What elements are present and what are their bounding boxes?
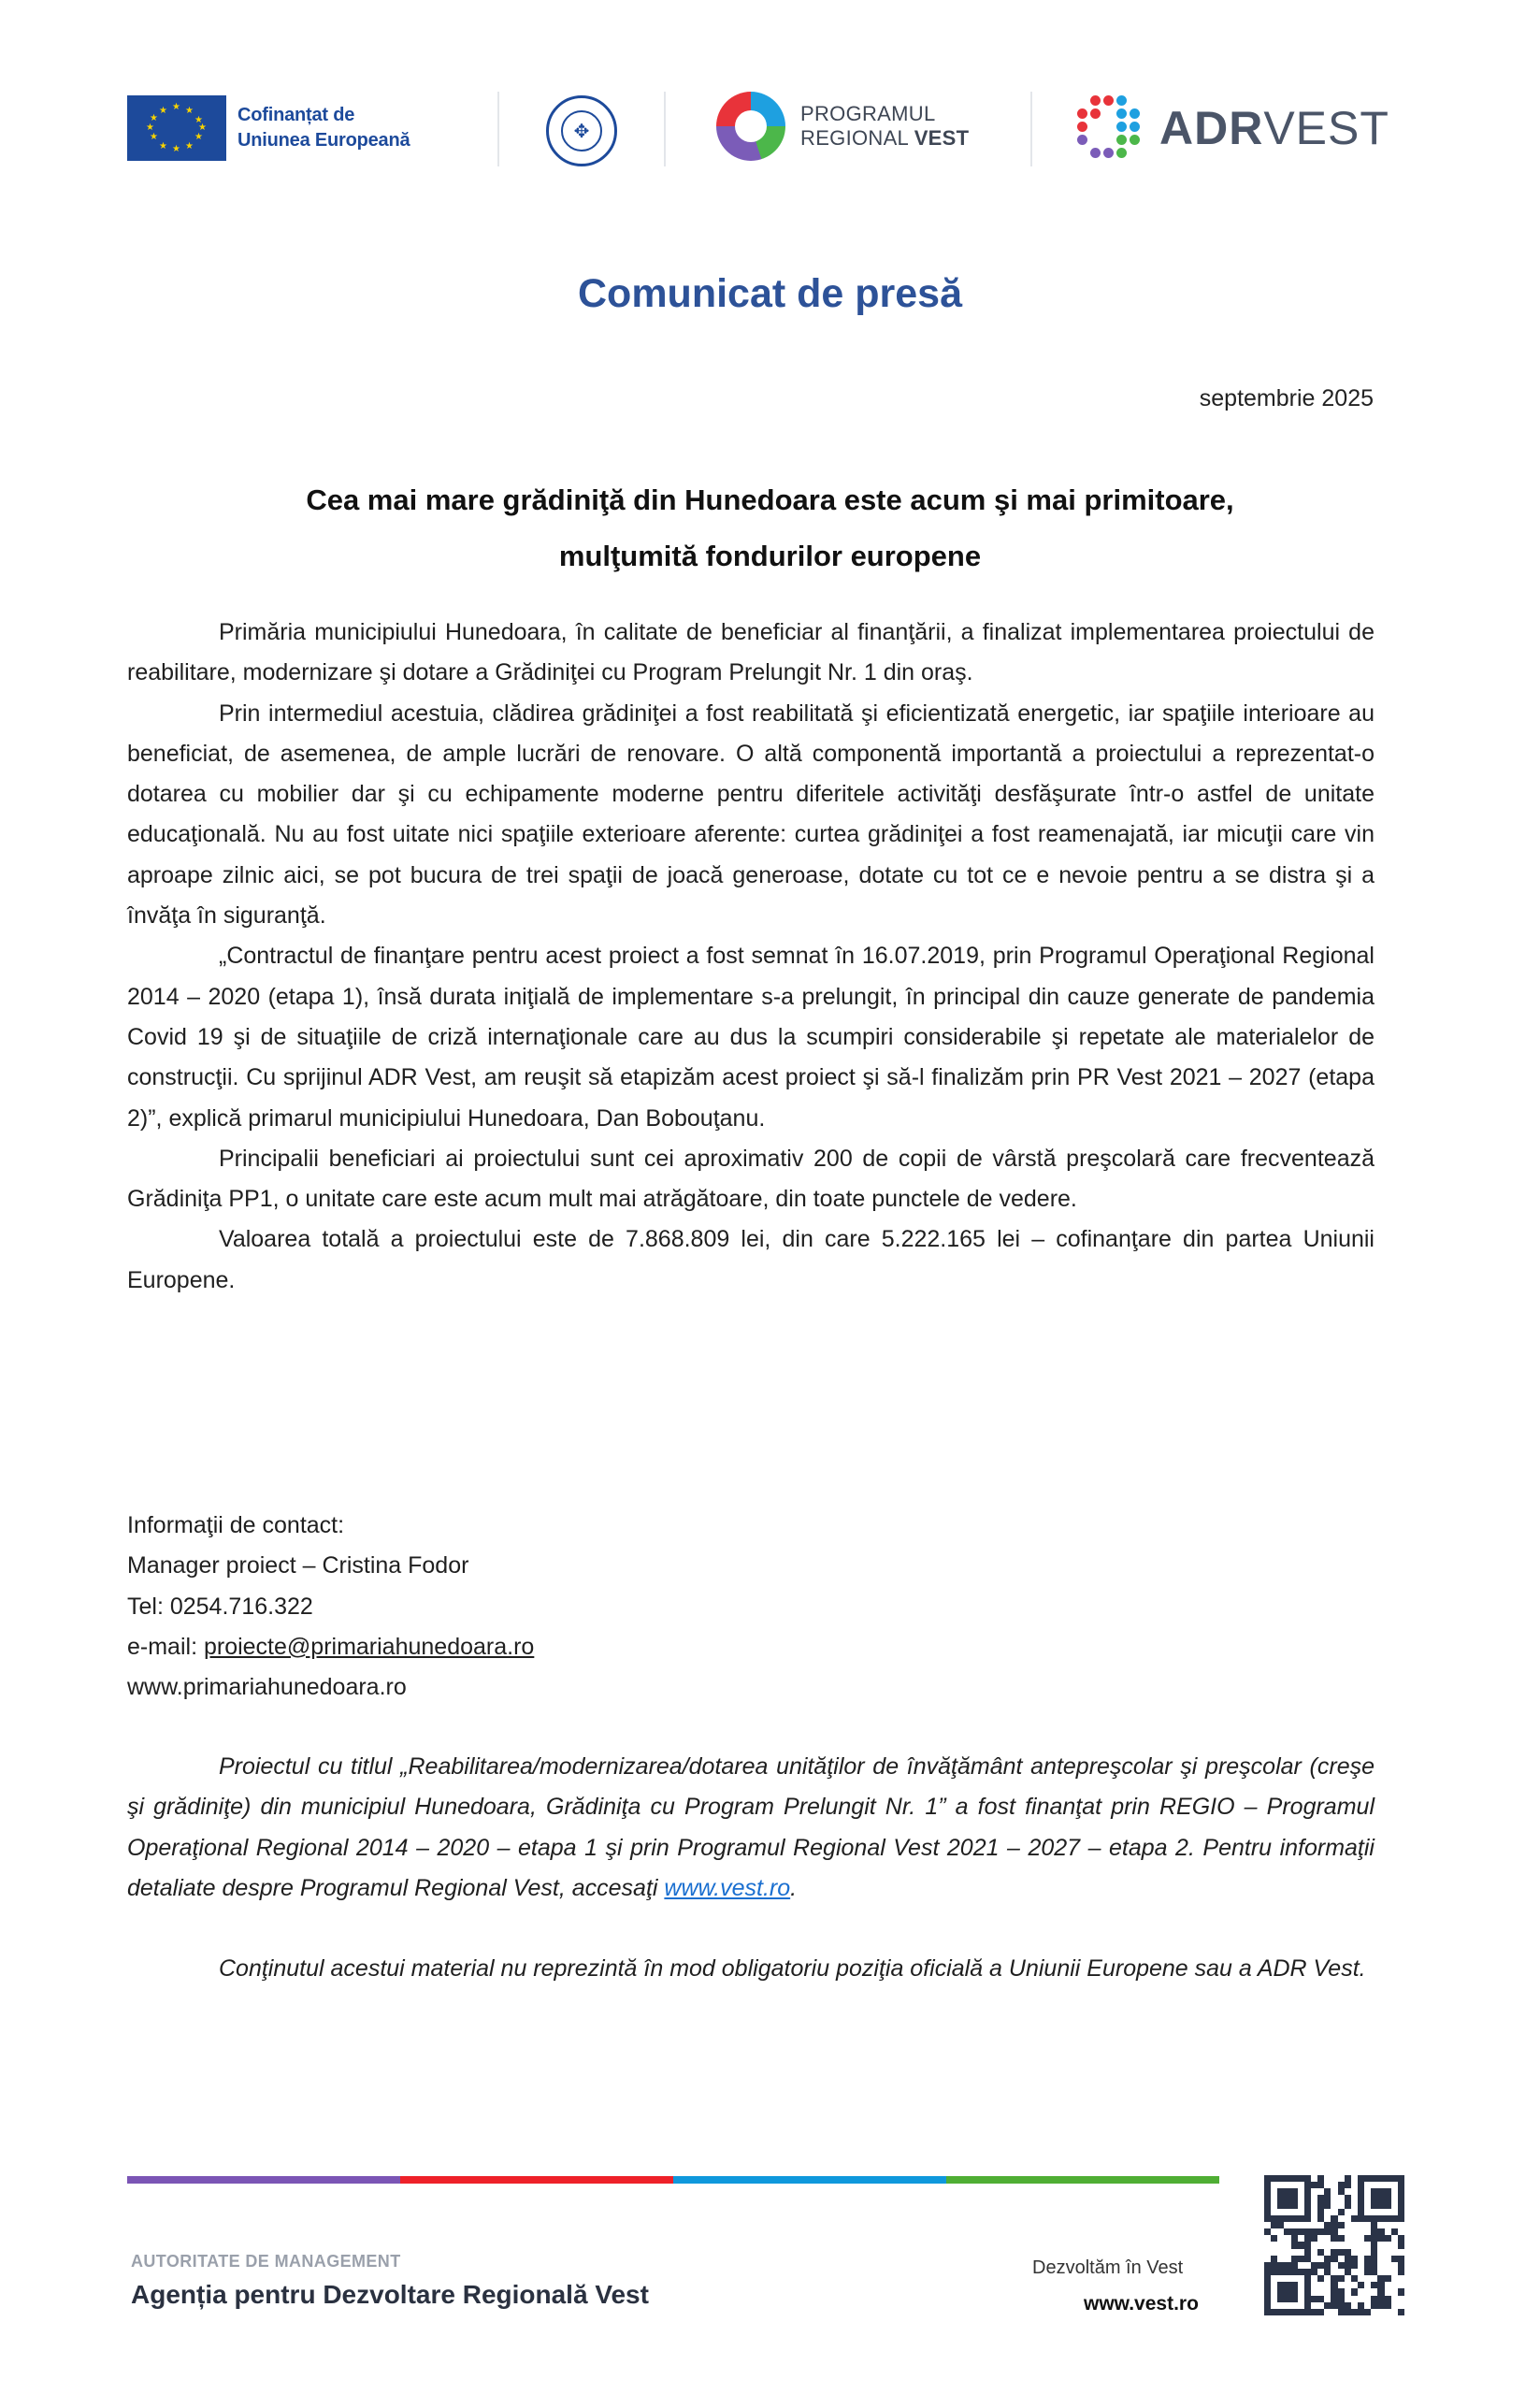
- paragraph: Valoarea totală a proiectului este de 7.868.809 lei, din care 5.222.165 lei – cofinanţare din partea Uniunii Europene.: [127, 1226, 1374, 1293]
- qr-code-icon[interactable]: [1264, 2175, 1404, 2315]
- program-logo-vest: VEST: [914, 126, 970, 150]
- paragraph: Primăria municipiului Hunedoara, în calitate de beneficiar al finanţării, a finalizat implementarea proiectului de reabilitare, modernizare şi dotare a Grădiniţei cu Program Prelungit Nr. 1 din oraş.: [127, 619, 1374, 686]
- contact-website[interactable]: www.primariahunedoara.ro: [127, 1674, 407, 1701]
- eu-logo-line1: Cofinanțat de: [237, 105, 355, 125]
- funding-note: Proiectul cu titlul „Reabilitarea/modernizarea/dotarea unităţilor de învăţământ antepreşcolar şi preşcolar (creşe şi grădiniţe) din municipiul Hunedoara, Grădiniţa cu Program Prelungit Nr. 1” a fost finanţat prin REGIO – Programul Operaţional Regional 2014 – 2020 – etapa 1 şi prin Programul Regional Vest 2021 – 2027 – etapa 2. Pentru informaţii detaliate despre Programul Regional Vest, accesaţi www.vest.ro. Conţinutul acestui material nu reprezintă în mod obligatoriu poziţia oficială a Uniunii Europene sau a ADR Vest.: [127, 1747, 1374, 2029]
- eu-flag-icon: ★ ★ ★ ★ ★ ★ ★ ★ ★ ★ ★ ★: [127, 95, 226, 161]
- contact-email-label: e-mail:: [127, 1633, 204, 1660]
- headline: [140, 472, 1400, 584]
- bar-segment-blue: [673, 2176, 946, 2184]
- divider: [497, 92, 499, 166]
- adr-logo-bold: ADR: [1159, 102, 1264, 154]
- adr-vest-logo: [1077, 95, 1389, 161]
- page-title: Comunicat de presă: [578, 271, 962, 316]
- coat-of-arms-icon: ✥: [561, 110, 602, 151]
- divider: [1030, 92, 1032, 166]
- adr-dots-icon: [1077, 95, 1139, 161]
- footer-url[interactable]: www.vest.ro: [1084, 2293, 1199, 2315]
- footer-color-bar: [127, 2176, 1219, 2184]
- funding-text: Proiectul cu titlul „Reabilitarea/modernizarea/dotarea unităţilor de învăţământ antepreşcolar şi preşcolar (creşe şi grădiniţe) din municipiul Hunedoara, Grădiniţa cu Program Prelungit Nr. 1” a fost finanţat prin REGIO – Programul Operaţional Regional 2014 – 2020 – etapa 1 şi prin Programul Regional Vest 2021 – 2027 – etapa 2. Pentru informaţii detaliate despre Programul Regional Vest, accesaţi: [127, 1753, 1374, 1901]
- footer-slogan: Dezvoltăm în Vest: [1032, 2257, 1184, 2278]
- vest-website-link[interactable]: www.vest.ro: [664, 1874, 791, 1901]
- disclaimer: Conţinutul acestui material nu reprezintă în mod obligatoriu poziţia oficială a Uniunii Europene sau a ADR Vest.: [219, 1955, 1366, 1983]
- eu-logo-line2: Uniunea Europeană: [237, 130, 410, 151]
- program-logo-line1: PROGRAMUL: [800, 102, 936, 125]
- eu-cofinancing-logo: [127, 95, 410, 161]
- article-body: [127, 613, 1374, 1301]
- bar-segment-red: [400, 2176, 673, 2184]
- header-logos: [127, 92, 1389, 166]
- program-logo-line2: REGIONAL: [800, 126, 914, 150]
- programul-regional-vest-logo: [716, 92, 969, 161]
- adr-logo-regular: VEST: [1263, 102, 1389, 154]
- bar-segment-green: [946, 2176, 1219, 2184]
- contact-manager: Manager proiect – Cristina Fodor: [127, 1552, 469, 1579]
- paragraph: Prin intermediul acestuia, clădirea grădiniţei a fost reabilitată şi eficientizată energetic, iar spaţiile interioare au beneficiat, de asemenea, de ample lucrări de renovare. O altă componentă importantă a proiectului a reprezentat-o dotarea cu mobilier dar şi cu echipamente moderne pentru diferitele activităţi desfăşurate într-o astfel de unitate educaţională. Nu au fost uitate nici spaţiile exterioare aferente: curtea grădiniţei a fost reamenajată, iar micuţii care vin aproape zilnic aici, se pot bucura de trei spaţii de joacă generoase, dotate cu tot ce e nevoie pentru a se distra şi a învăţa în siguranţă.: [127, 699, 1374, 930]
- release-date: septembrie 2025: [1199, 385, 1374, 411]
- contact-phone: Tel: 0254.716.322: [127, 1593, 313, 1620]
- contact-info: [127, 1506, 534, 1708]
- footer-agency-name: Agenția pentru Dezvoltare Regională Vest: [131, 2280, 649, 2309]
- bar-segment-purple: [127, 2176, 400, 2184]
- footer-authority-label: AUTORITATE DE MANAGEMENT: [131, 2252, 401, 2271]
- headline-line2: mulţumită fondurilor europene: [558, 540, 982, 572]
- paragraph: „Contractul de finanţare pentru acest proiect a fost semnat în 16.07.2019, prin Programul Operaţional Regional 2014 – 2020 (etapa 1), însă durata iniţială de implementare s-a prelungit, în principal din cauze generate de pandemia Covid 19 şi de situaţiile de criză internaţionale care au dus la scumpiri considerabile şi repetate ale materialelor de construcţii. Cu sprijinul ADR Vest, am reuşit să etapizăm acest proiect şi să-l finalizăm prin PR Vest 2021 – 2027 (etapa 2)”, explică primarul municipiului Hunedoara, Dan Bobouţanu.: [127, 943, 1374, 1132]
- contact-heading: Informaţii de contact:: [127, 1512, 345, 1538]
- headline-line1: Cea mai mare grădiniţă din Hunedoara este acum şi mai primitoare,: [306, 483, 1234, 516]
- paragraph: Principalii beneficiari ai proiectului sunt cei aproximativ 200 de copii de vârstă preşcolară care frecventează Grădiniţa PP1, o unitate care este acum mult mai atrăgătoare, din toate punctele de vedere.: [127, 1145, 1374, 1213]
- contact-email-link[interactable]: proiecte@primariahunedoara.ro: [203, 1633, 535, 1660]
- guvernul-romaniei-seal-icon: [546, 95, 617, 166]
- divider: [664, 92, 666, 166]
- program-ring-icon: [716, 92, 785, 161]
